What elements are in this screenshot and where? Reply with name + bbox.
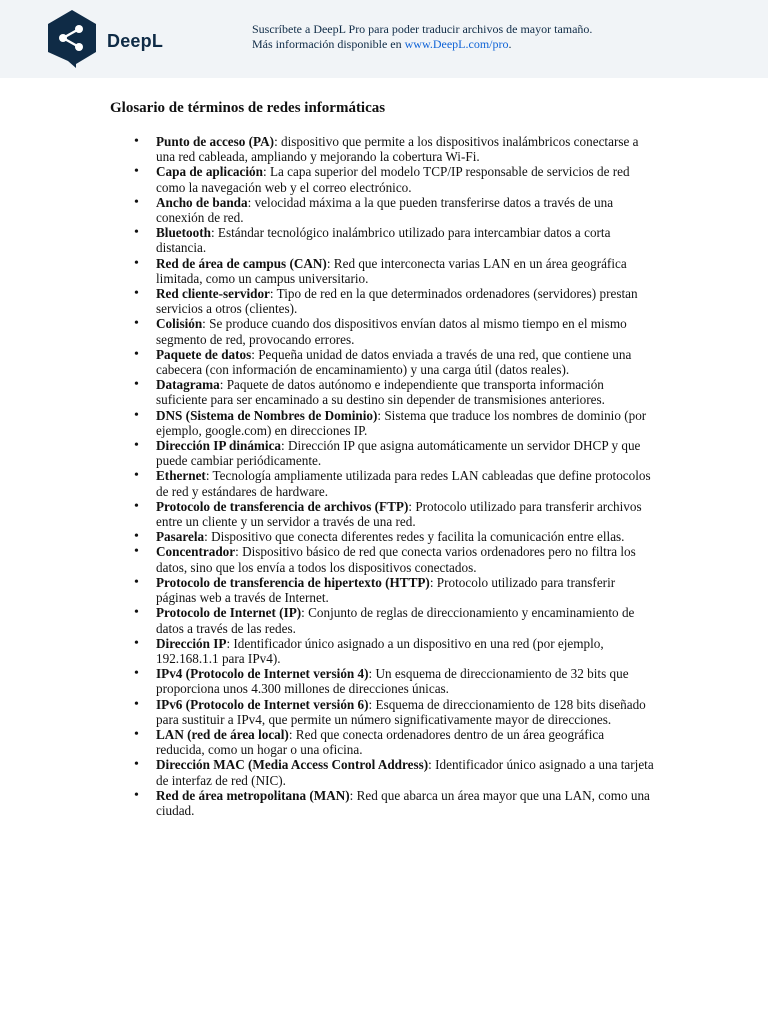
deepl-pro-link[interactable]: www.DeepL.com/pro	[404, 37, 509, 51]
glossary-definition: : Dispositivo que conecta diferentes redes y facilita la comunicación entre ellas.	[204, 529, 625, 545]
promo-line-1: Suscríbete a DeepL Pro para poder traducir archivos de mayor tamaño.	[252, 22, 593, 36]
promo-line-2	[252, 37, 752, 52]
glossary-definition: : La capa superior del modelo TCP/IP responsable de servicios de red como la navegación web y el correo electrónico.	[156, 164, 630, 195]
glossary-entry	[156, 195, 656, 225]
glossary-term: Bluetooth	[156, 225, 211, 241]
glossary-entry	[156, 605, 656, 635]
glossary-term: Red de área metropolitana (MAN)	[156, 787, 350, 803]
glossary-definition: : velocidad máxima a la que pueden transferirse datos a través de una conexión de red.	[156, 194, 614, 226]
glossary-entry	[156, 575, 656, 605]
glossary-term: Dirección IP	[156, 635, 227, 651]
glossary-definition: : Esquema de direccionamiento de 128 bits diseñado para sustituir a IPv4, que permite un número significativamente mayor de direcciones.	[156, 696, 646, 727]
glossary-entry	[156, 788, 656, 818]
glossary-definition: : Tecnología ampliamente utilizada para redes LAN cableadas que define protocolos de red y estándares de hardware.	[156, 468, 651, 499]
glossary-term: Red cliente-servidor	[156, 286, 270, 302]
glossary-term: Punto de acceso (PA)	[156, 134, 275, 149]
glossary-definition: : Dispositivo básico de red que conecta varios ordenadores pero no filtra los datos, sino que los envía a todos los dispositivos conectados.	[156, 544, 636, 575]
glossary-entry	[156, 347, 656, 377]
glossary-entry	[156, 666, 656, 696]
glossary-entry	[156, 225, 656, 255]
brand-name: DeepL	[107, 31, 164, 51]
glossary-term: Protocolo de transferencia de archivos (FTP)	[156, 498, 409, 514]
glossary-term: Dirección IP dinámica	[156, 438, 282, 454]
glossary-definition: : Identificador único asignado a un dispositivo en una red (por ejemplo, 192.168.1.1 para IPv4).	[156, 635, 604, 666]
glossary-term: IPv6 (Protocolo de Internet versión 6)	[156, 696, 369, 712]
glossary-term: IPv4 (Protocolo de Internet versión 4)	[156, 666, 369, 682]
glossary-term: Datagrama	[156, 377, 220, 393]
glossary-definition: : Identificador único asignado a una tarjeta de interfaz de red (NIC).	[156, 757, 654, 788]
glossary-entry	[156, 468, 656, 498]
glossary-entry	[156, 544, 656, 574]
glossary-entry	[156, 529, 656, 544]
glossary-entry	[156, 697, 656, 727]
glossary-entry	[156, 286, 656, 316]
glossary-definition: : Pequeña unidad de datos enviada a través de una red, que contiene una cabecera (con información de encaminamiento) y una carga útil (datos reales).	[156, 346, 632, 378]
glossary-entry	[156, 164, 656, 194]
glossary-term: DNS (Sistema de Nombres de Dominio)	[156, 407, 378, 423]
glossary-term: Protocolo de transferencia de hipertexto (HTTP)	[156, 574, 430, 590]
glossary-term: Protocolo de Internet (IP)	[156, 605, 302, 621]
glossary-term: Ethernet	[156, 468, 206, 484]
glossary-term: Capa de aplicación	[156, 164, 263, 180]
glossary-entry	[156, 256, 656, 286]
promo-prefix: Más información disponible en	[252, 37, 405, 51]
glossary-term: Paquete de datos	[156, 346, 252, 362]
glossary-term: Pasarela	[156, 529, 205, 545]
glossary-term: LAN (red de área local)	[156, 726, 289, 742]
glossary-entry	[156, 316, 656, 346]
share-nodes-icon	[46, 9, 98, 69]
glossary-term: Ancho de banda	[156, 194, 248, 210]
promo-text	[252, 22, 752, 52]
glossary-term: Red de área de campus (CAN)	[156, 255, 327, 271]
glossary-definition: : Tipo de red en la que determinados ordenadores (servidores) prestan servicios a otros (clientes).	[156, 286, 638, 317]
glossary-term: Dirección MAC (Media Access Control Address)	[156, 757, 429, 773]
glossary-definition: : Estándar tecnológico inalámbrico utilizado para intercambiar datos a corta distancia.	[156, 225, 611, 256]
deepl-banner	[0, 0, 768, 78]
glossary-definition: : Red que conecta ordenadores dentro de un área geográfica reducida, como un hogar o una oficina.	[156, 726, 605, 758]
glossary-definition: : Conjunto de reglas de direccionamiento y encaminamiento de datos a través de las redes.	[156, 605, 635, 636]
glossary-definition: : Dirección IP que asigna automáticamente un servidor DHCP y que puede cambiar periódicamente.	[156, 438, 641, 469]
glossary-entry	[156, 377, 656, 407]
glossary-term: Concentrador	[156, 544, 236, 560]
deepl-logo[interactable]	[46, 9, 206, 69]
glossary-entry	[156, 727, 656, 757]
glossary-definition: : Protocolo utilizado para transferir páginas web a través de Internet.	[156, 574, 616, 606]
glossary-definition: : Red que abarca un área mayor que una LAN, como una ciudad.	[156, 787, 650, 818]
glossary-definition: : Sistema que traduce los nombres de dominio (por ejemplo, google.com) en direcciones IP.	[156, 407, 647, 438]
glossary-definition: : dispositivo que permite a los dispositivos inalámbricos conectarse a una red cableada, ampliando y mejorando la cobertura Wi-Fi.	[156, 134, 639, 165]
glossary-definition: : Se produce cuando dos dispositivos envían datos al mismo tiempo en el mismo segmento de red, provocando errores.	[156, 316, 627, 347]
glossary-entry	[156, 438, 656, 468]
glossary-definition: : Un esquema de direccionamiento de 32 bits que proporciona unos 4.300 millones de direcciones únicas.	[156, 666, 629, 697]
glossary-entry	[156, 408, 656, 438]
glossary-entry	[156, 757, 656, 787]
glossary-definition: : Red que interconecta varias LAN en un área geográfica limitada, como un campus universitario.	[156, 255, 627, 286]
glossary-entry	[156, 636, 656, 666]
promo-suffix: .	[508, 37, 512, 51]
glossary-entry	[156, 134, 656, 164]
document-title: Glosario de términos de redes informáticas	[110, 100, 386, 116]
glossary-entry	[156, 499, 656, 529]
glossary-list	[156, 134, 656, 818]
glossary-definition: : Protocolo utilizado para transferir archivos entre un cliente y un servidor a través de una red.	[156, 498, 642, 530]
glossary-term: Colisión	[156, 316, 203, 332]
glossary-definition: : Paquete de datos autónomo e independiente que transporta información suficiente para ser encaminado a su destino sin depender de transmisiones anteriores.	[156, 377, 605, 408]
